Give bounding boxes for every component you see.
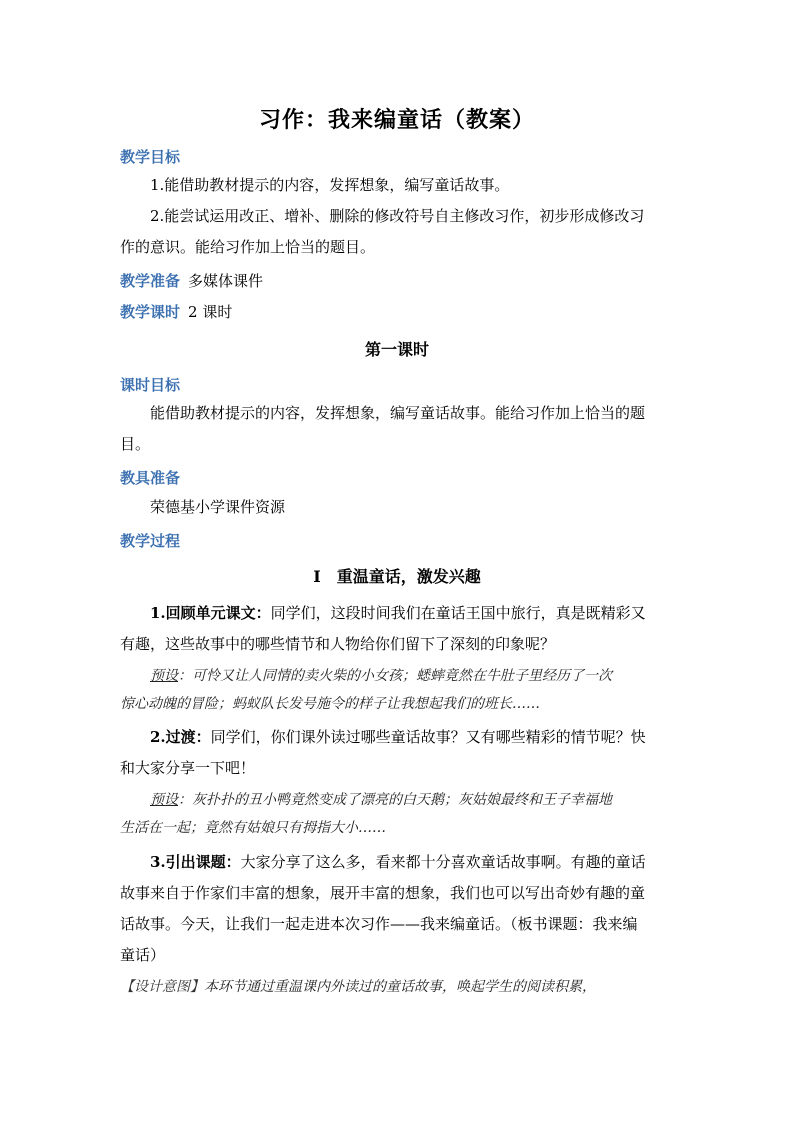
paragraph-3-text: 大家分享了这么多，看来都十分喜欢童话故事啊。有趣的童话 — [240, 853, 646, 871]
section-title: Ⅰ 重温童话，激发兴趣 — [313, 567, 481, 586]
lesson-goal-line-1: 能借助教材提示的内容，发挥想象，编写童话故事。能给习作加上恰当的题 — [150, 404, 646, 422]
paragraph-1-line-1 — [120, 598, 680, 629]
paragraph-1-line-2: 有趣，这些故事中的哪些情节和人物给你们留下了深刻的印象呢？ — [120, 635, 556, 653]
lesson-goal-line-2: 目。 — [120, 435, 151, 453]
paragraph-3-line-2: 故事来自于作家们丰富的想象，展开丰富的想象，我们也可以写出奇妙有趣的童 — [120, 884, 646, 902]
preset-1-line-2: 惊心动魄的冒险；蚂蚁队长发号施令的样子让我想起我们的班长…… — [120, 696, 540, 712]
goal-item-2-line-1: 2.能尝试运用改正、增补、删除的修改符号自主修改习作，初步形成修改习 — [150, 207, 645, 225]
prep-heading: 教学准备 — [120, 272, 181, 290]
prep-value: 多媒体课件 — [188, 272, 264, 290]
preset-label: 预设 — [150, 792, 178, 808]
tools-heading: 教具准备 — [120, 469, 181, 487]
design-label: 【设计意图】 — [120, 979, 204, 995]
paragraph-2-lead: 2.过渡： — [150, 728, 211, 746]
goal-item-1: 1.能借助教材提示的内容，发挥想象，编写童话故事。 — [150, 176, 510, 194]
design-intent — [120, 973, 680, 1002]
design-text: 本环节通过重温课内外读过的童话故事，唤起学生的阅读积累， — [204, 979, 596, 995]
hours-row — [120, 301, 232, 322]
hours-heading: 教学课时 — [120, 303, 181, 321]
preset-2-line-2: 生活在一起；竟然有姑娘只有拇指大小…… — [120, 820, 386, 836]
tools-value: 荣德基小学课件资源 — [150, 498, 286, 516]
paragraph-3-line-3: 话故事。今天，让我们一起走进本次习作——我来编童话。（板书课题：我来编 — [120, 915, 638, 933]
goal-item-2-line-2: 作的意识。能给习作加上恰当的题目。 — [120, 238, 376, 256]
lesson-goal-heading: 课时目标 — [120, 376, 181, 394]
paragraph-2-line-2: 和大家分享一下吧！ — [120, 759, 256, 777]
process-heading: 教学过程 — [120, 532, 181, 550]
paragraph-1-text: 同学们，这段时间我们在童话王国中旅行，真是既精彩又 — [270, 604, 646, 622]
hours-value: 2 课时 — [188, 303, 233, 321]
paragraph-2-text: 同学们，你们课外读过哪些童话故事？又有哪些精彩的情节呢？快 — [210, 728, 646, 746]
preset-label: 预设 — [150, 668, 178, 684]
goal-heading: 教学目标 — [120, 148, 181, 166]
prep-row — [120, 270, 263, 291]
paragraph-2-line-1 — [120, 722, 680, 753]
lesson-title: 第一课时 — [364, 340, 429, 359]
page-title: 习作：我来编童话（教案） — [258, 107, 535, 133]
preset-1-text: ：可怜又让人同情的卖火柴的小女孩；蟋蟀竟然在牛肚子里经历了一次 — [178, 668, 612, 684]
preset-2-text: ：灰扑扑的丑小鸭竟然变成了漂亮的白天鹅；灰姑娘最终和王子幸福地 — [178, 792, 612, 808]
preset-2-line-1 — [120, 786, 680, 815]
paragraph-3-lead: 3.引出课题： — [150, 853, 241, 871]
paragraph-1-lead: 1.回顾单元课文： — [150, 604, 271, 622]
preset-1-line-1 — [120, 662, 680, 691]
paragraph-3-line-1 — [120, 847, 680, 878]
paragraph-3-line-4: 童话） — [120, 946, 166, 964]
